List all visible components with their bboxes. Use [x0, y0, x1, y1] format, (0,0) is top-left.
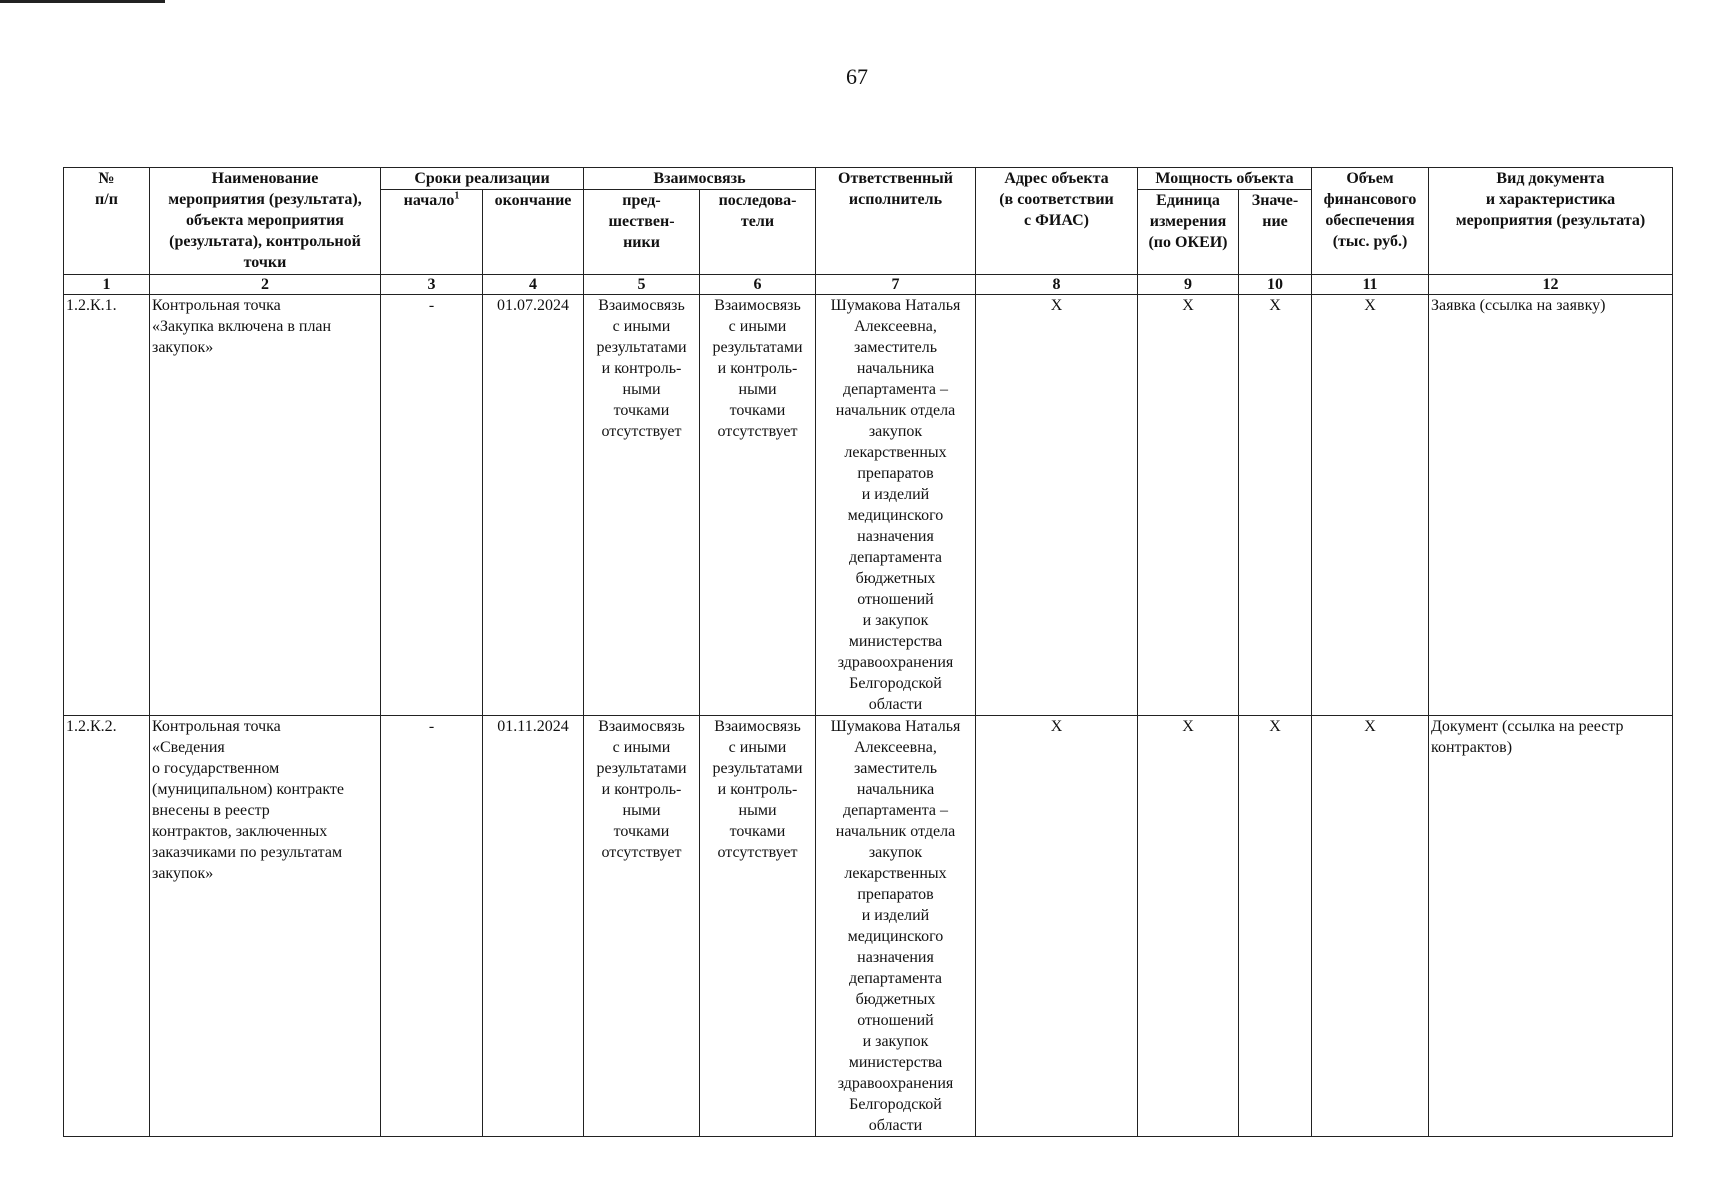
row-doc: Заявка (ссылка на заявку) — [1429, 295, 1673, 716]
activity-table — [63, 167, 1673, 1137]
column-number: 10 — [1239, 275, 1312, 295]
row-value: Х — [1239, 295, 1312, 716]
header-end: окончание — [483, 190, 584, 275]
row-doc: Документ (ссылка на реестр контрактов) — [1429, 716, 1673, 1137]
column-number: 4 — [483, 275, 584, 295]
header-capacity: Мощность объекта — [1138, 168, 1312, 190]
row-address: Х — [976, 295, 1138, 716]
row-successors: Взаимосвязь с иными результатами и контроль- ными точками отсутствует — [700, 295, 816, 716]
row-end: 01.07.2024 — [483, 295, 584, 716]
header-row-1 — [64, 168, 1673, 190]
table-row — [64, 295, 1673, 716]
column-number: 8 — [976, 275, 1138, 295]
header-name: Наименование мероприятия (результата), объекта мероприятия (результата), контрольной точки — [150, 168, 381, 275]
row-unit: Х — [1138, 716, 1239, 1137]
column-number: 12 — [1429, 275, 1673, 295]
header-links: Взаимосвязь — [584, 168, 816, 190]
row-value: Х — [1239, 716, 1312, 1137]
row-finance: Х — [1312, 295, 1429, 716]
column-number: 7 — [816, 275, 976, 295]
row-start: - — [381, 716, 483, 1137]
column-number: 11 — [1312, 275, 1429, 295]
column-number: 1 — [64, 275, 150, 295]
row-number: 1.2.К.2. — [64, 716, 150, 1137]
row-start: - — [381, 295, 483, 716]
header-no: № п/п — [64, 168, 150, 275]
row-name: Контрольная точка «Сведения о государственном (муниципальном) контракте внесены в реестр контрактов, заключенных заказчиками по результатам закупок» — [150, 716, 381, 1137]
column-number: 2 — [150, 275, 381, 295]
column-number: 9 — [1138, 275, 1239, 295]
page-number: 67 — [846, 64, 868, 89]
row-unit: Х — [1138, 295, 1239, 716]
row-number: 1.2.К.1. — [64, 295, 150, 716]
header-finance: Объем финансового обеспечения (тыс. руб.) — [1312, 168, 1429, 275]
table-row — [64, 716, 1673, 1137]
header-address: Адрес объекта (в соответствии с ФИАС) — [976, 168, 1138, 275]
header-terms: Сроки реализации — [381, 168, 584, 190]
row-responsible: Шумакова Наталья Алексеевна, заместитель начальника департамента – начальник отдела закупок лекарственных препаратов и изделий медицинского назначения департамента бюджетных отношений и закупок министерства здравоохранения Белгородской области — [816, 716, 976, 1137]
row-address: Х — [976, 716, 1138, 1137]
row-responsible: Шумакова Наталья Алексеевна, заместитель начальника департамента – начальник отдела закупок лекарственных препаратов и изделий медицинского назначения департамента бюджетных отношений и закупок министерства здравоохранения Белгородской области — [816, 295, 976, 716]
header-doc: Вид документа и характеристика мероприятия (результата) — [1429, 168, 1673, 275]
column-number: 3 — [381, 275, 483, 295]
header-responsible: Ответственный исполнитель — [816, 168, 976, 275]
row-name: Контрольная точка «Закупка включена в план закупок» — [150, 295, 381, 716]
row-predecessors: Взаимосвязь с иными результатами и контроль- ными точками отсутствует — [584, 295, 700, 716]
scan-edge-mark — [0, 0, 165, 3]
footnote-mark: 1 — [454, 190, 460, 202]
header-unit: Единица измерения (по ОКЕИ) — [1138, 190, 1239, 275]
row-finance: Х — [1312, 716, 1429, 1137]
header-predecessors: пред- шествен- ники — [584, 190, 700, 275]
column-numbers-row — [64, 275, 1673, 295]
row-end: 01.11.2024 — [483, 716, 584, 1137]
column-number: 5 — [584, 275, 700, 295]
header-value: Значе- ние — [1239, 190, 1312, 275]
header-successors: последова- тели — [700, 190, 816, 275]
column-number: 6 — [700, 275, 816, 295]
header-start: начало$^1$ — [381, 190, 483, 275]
row-successors: Взаимосвязь с иными результатами и контроль- ными точками отсутствует — [700, 716, 816, 1137]
row-predecessors: Взаимосвязь с иными результатами и контроль- ными точками отсутствует — [584, 716, 700, 1137]
